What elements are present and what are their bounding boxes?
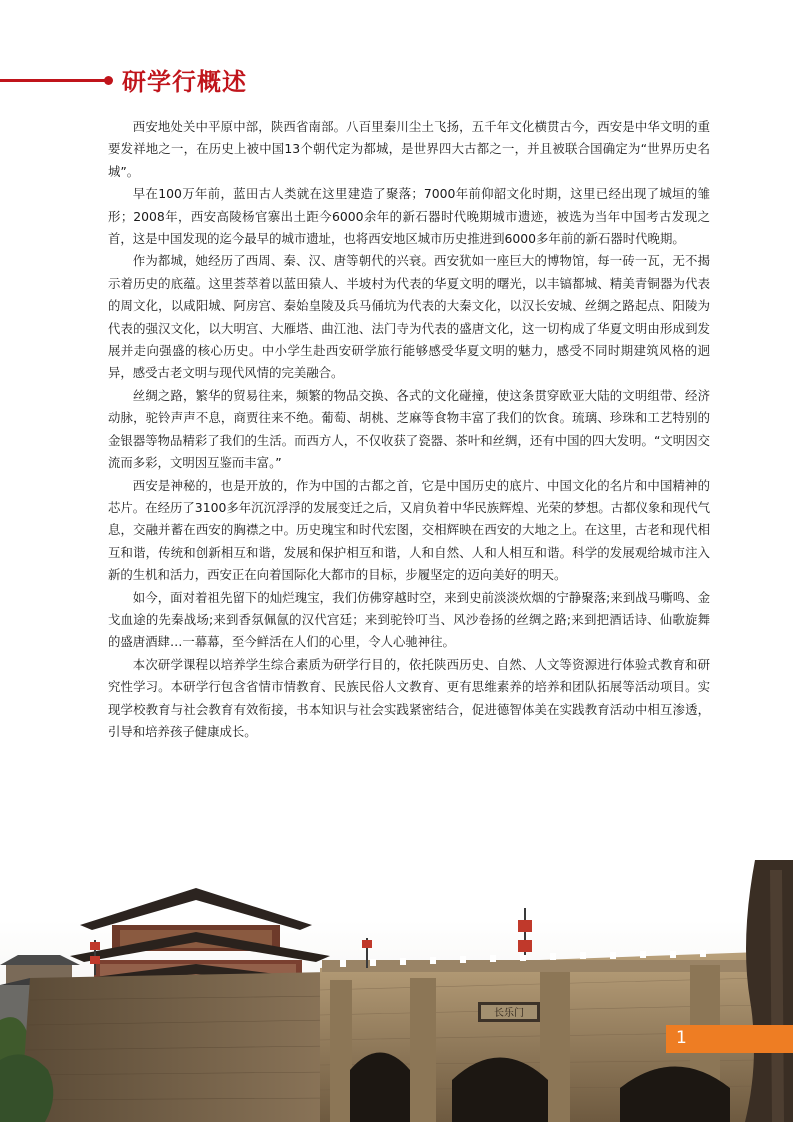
section-title: 研学行概述 <box>122 68 247 96</box>
paragraph: 本次研学课程以培养学生综合素质为研学行目的，依托陕西历史、自然、人文等资源进行体验式教育和研究性学习。本研学行包含省情市情教育、民族民俗人文教育、更有思维素养的培养和团队拓展等活动项目。实现学校教育与社会教育有效衔接，书本知识与社会实践紧密结合，促进德智体美在实践教育活动中相互渗透，引导和培养孩子健康成长。 <box>108 656 710 739</box>
page-number: 1 <box>676 1028 687 1048</box>
paragraph: 西安是神秘的，也是开放的，作为中国的古都之首，它是中国历史的底片、中国文化的名片和中国精神的芯片。在经历了3100多年沉沉浮浮的发展变迁之后，又肩负着中华民族辉煌、光荣的梦想。古都仪象和现代气息，交融并蓄在西安的胸襟之中。历史瑰宝和时代宏图，交相辉映在西安的大地之上。在这里，古老和现代相互和谐，传统和创新相互和谐，发展和保护相互和谐，人和自然、人和人相互和谐。科学的发展观给城市注入新的生机和活力，西安正在向着国际化大都市的目标，步履坚定的迈向美好的明天。 <box>108 477 710 583</box>
page-number-tab <box>666 1025 793 1053</box>
paragraph: 丝绸之路，繁华的贸易往来，频繁的物品交换、各式的文化碰撞，使这条贯穿欧亚大陆的文明组带、经济动脉，驼铃声声不息，商贾往来不绝。葡萄、胡桃、芝麻等食物丰富了我们的饮食。琉璃、珍珠和工艺特别的金银器等物品精彩了我们的生活。而西方人，不仅收获了瓷器、茶叶和丝绸，还有中国的四大发明。“文明因交流而多彩，文明因互鉴而丰富。” <box>108 387 710 471</box>
body-text <box>108 116 710 743</box>
city-wall-photo <box>0 860 793 1122</box>
header-bullet-dot <box>104 76 113 85</box>
paragraph: 西安地处关中平原中部，陕西省南部。八百里秦川尘土飞扬，五千年文化横贯古今，西安是中华文明的重要发祥地之一，在历史上被中国13个朝代定为都城，是世界四大古都之一，并且被联合国确定为“世界历史名城”。 <box>108 119 710 179</box>
paragraph: 早在100万年前，蓝田古人类就在这里建造了聚落；7000年前仰韶文化时期，这里已经出现了城垣的雏形；2008年，西安高陵杨官寨出土距今6000余年的新石器时代晚期城市遗迹，被选为当年中国考古发现之首，这是中国发现的迄今最早的城市遗址，也将西安地区城市历史推进到6000多年前的新石器时代晚期。 <box>108 186 710 247</box>
gate-plaque-text: 长乐门 <box>494 1008 524 1019</box>
header-rule <box>0 79 106 82</box>
paragraph: 作为都城，她经历了西周、秦、汉、唐等朝代的兴衰。西安犹如一座巨大的博物馆，每一砖一瓦，无不揭示着历史的底蕴。这里荟萃着以蓝田猿人、半坡村为代表的华夏文明的曙光，以丰镐都城、精美青铜器为代表的周文化，以咸阳城、阿房宫、秦始皇陵及兵马俑坑为代表的大秦文化，以汉长安城、丝绸之路起点、阳陵为代表的强汉文化，以大明宫、大雁塔、曲江池、法门寺为代表的盛唐文化，这一切构成了华夏文明由形成到发展并走向强盛的核心历史。中小学生赴西安研学旅行能够感受华夏文明的魅力，感受不同时期建筑风格的迥异，感受古老文明与现代风情的完美融合。 <box>108 253 710 381</box>
paragraph: 如今，面对着祖先留下的灿烂瑰宝，我们仿佛穿越时空，来到史前淡淡炊烟的宁静聚落;来到战马嘶鸣、金戈血途的先秦战场;来到香氛佩氤的汉代宫廷；来到驼铃叮当、风沙卷扬的丝绸之路;来到把酒话诗、仙歌旋舞的盛唐酒肆…一幕幕，至今鲜活在人们的心里，令人心驰神往。 <box>108 589 710 650</box>
